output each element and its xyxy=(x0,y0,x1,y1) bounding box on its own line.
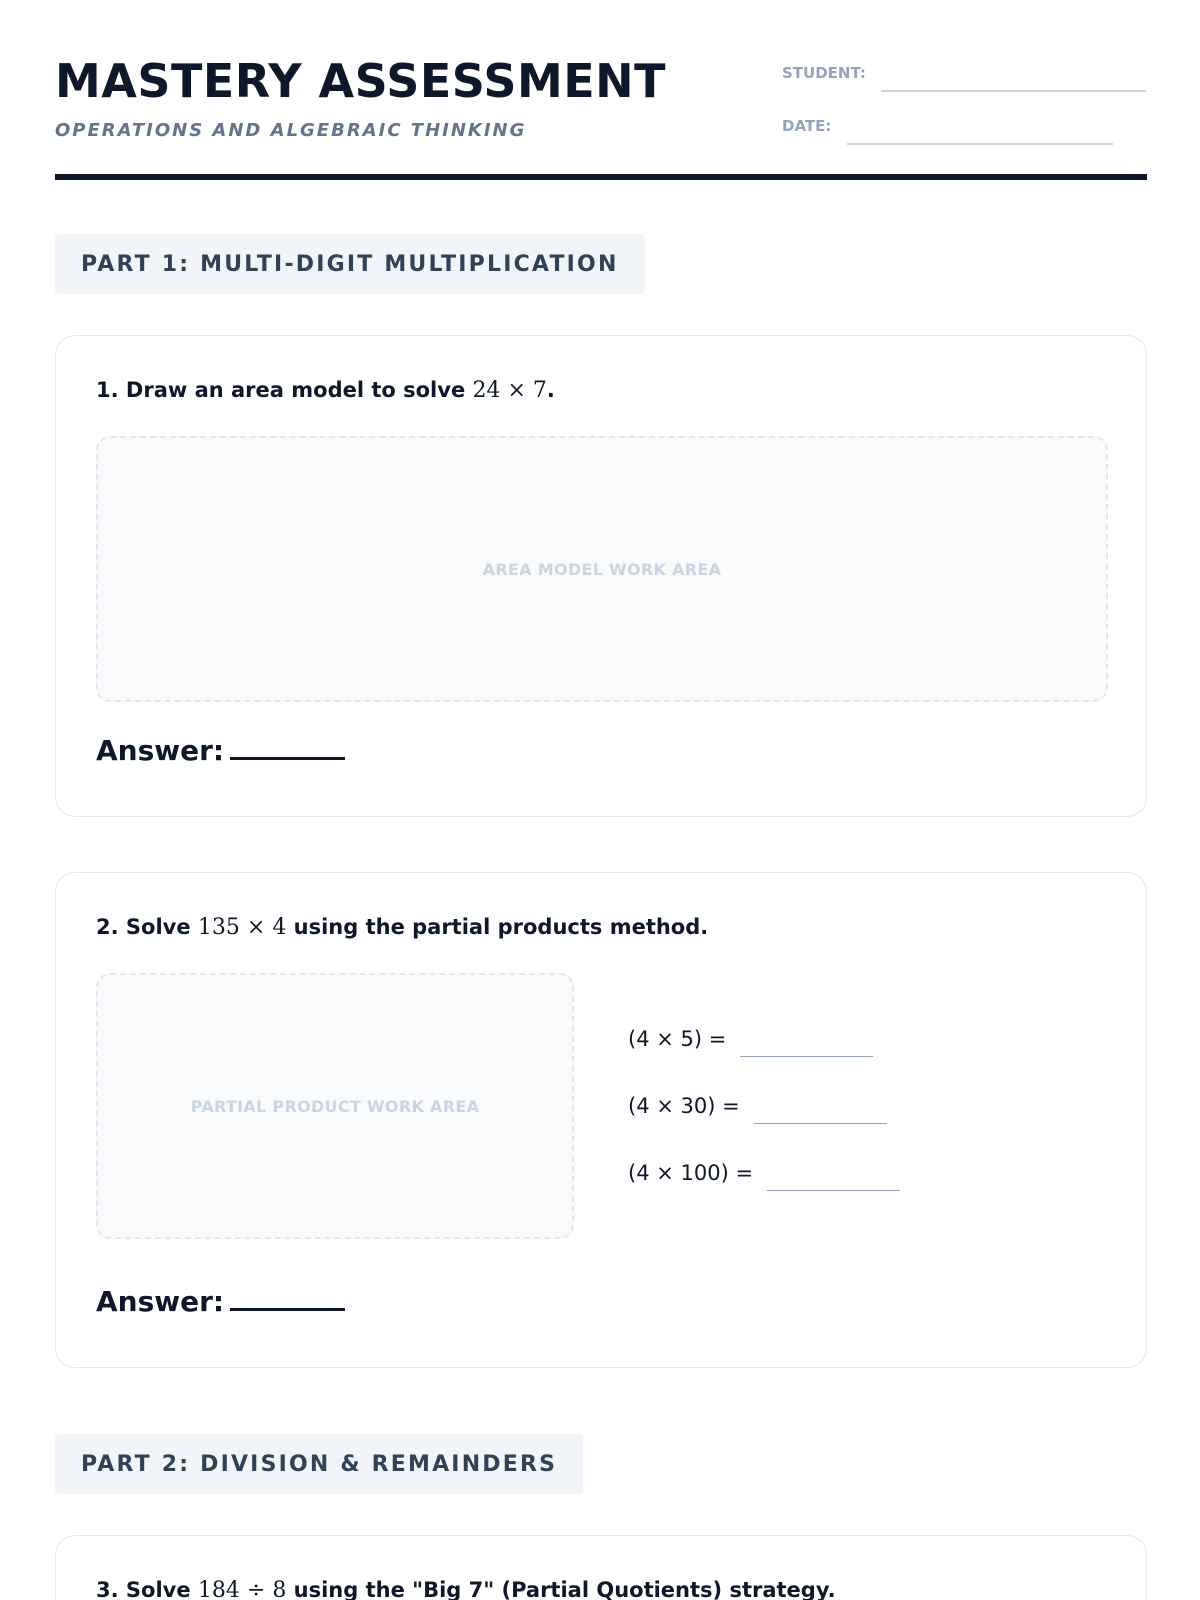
partial-product-row xyxy=(628,1027,873,1051)
answer-row-1 xyxy=(96,734,345,767)
question-suffix: using the partial products method. xyxy=(286,915,709,939)
partial-product-answer-line[interactable] xyxy=(754,1123,887,1125)
section-tab-part-1 xyxy=(55,234,645,294)
partial-product-row xyxy=(628,1161,900,1185)
partial-product-expression: (4 × 5) = xyxy=(628,1027,727,1051)
math-expression: 184 ÷ 8 xyxy=(197,1578,287,1600)
question-text-1 xyxy=(96,378,555,403)
math-expression: 24 × 7 xyxy=(472,378,547,403)
section-tab-part-2 xyxy=(55,1434,583,1494)
answer-label: Answer: xyxy=(96,734,225,767)
student-label: STUDENT: xyxy=(782,64,866,82)
work-area-label: PARTIAL PRODUCT WORK AREA xyxy=(190,1096,480,1116)
partial-product-expression: (4 × 30) = xyxy=(628,1094,740,1118)
partial-product-answer-line[interactable] xyxy=(740,1056,873,1058)
partial-product-row xyxy=(628,1094,887,1118)
section-label: PART 1: MULTI-DIGIT MULTIPLICATION xyxy=(81,251,619,277)
answer-blank[interactable] xyxy=(230,1308,345,1311)
partial-product-expression: (4 × 100) = xyxy=(628,1161,754,1185)
date-label: DATE: xyxy=(782,117,832,135)
question-prefix: 1. Draw an area model to solve xyxy=(96,378,473,402)
date-line[interactable] xyxy=(847,143,1113,145)
question-card-1 xyxy=(55,335,1147,817)
answer-row-2 xyxy=(96,1285,345,1318)
partial-product-answer-line[interactable] xyxy=(767,1190,900,1192)
question-card-2 xyxy=(55,872,1147,1368)
question-suffix: . xyxy=(546,378,555,402)
question-prefix: 3. Solve xyxy=(96,1578,198,1600)
math-expression: 135 × 4 xyxy=(197,915,287,940)
question-prefix: 2. Solve xyxy=(96,915,198,939)
answer-blank[interactable] xyxy=(230,757,345,760)
question-suffix: using the "Big 7" (Partial Quotients) strategy. xyxy=(286,1578,836,1600)
partial-product-work-area[interactable] xyxy=(96,973,574,1239)
student-name-line[interactable] xyxy=(881,90,1146,92)
worksheet-subtitle: OPERATIONS AND ALGEBRAIC THINKING xyxy=(55,120,527,141)
worksheet-title: MASTERY ASSESSMENT xyxy=(55,54,667,108)
work-area-label: AREA MODEL WORK AREA xyxy=(482,559,722,579)
question-text-2 xyxy=(96,915,708,940)
section-label: PART 2: DIVISION & REMAINDERS xyxy=(81,1451,558,1477)
answer-label: Answer: xyxy=(96,1285,225,1318)
area-model-work-area[interactable] xyxy=(96,436,1108,702)
header-divider xyxy=(55,174,1147,180)
question-text-3 xyxy=(96,1578,836,1600)
worksheet-header xyxy=(55,0,1147,182)
question-card-3 xyxy=(55,1535,1147,1600)
